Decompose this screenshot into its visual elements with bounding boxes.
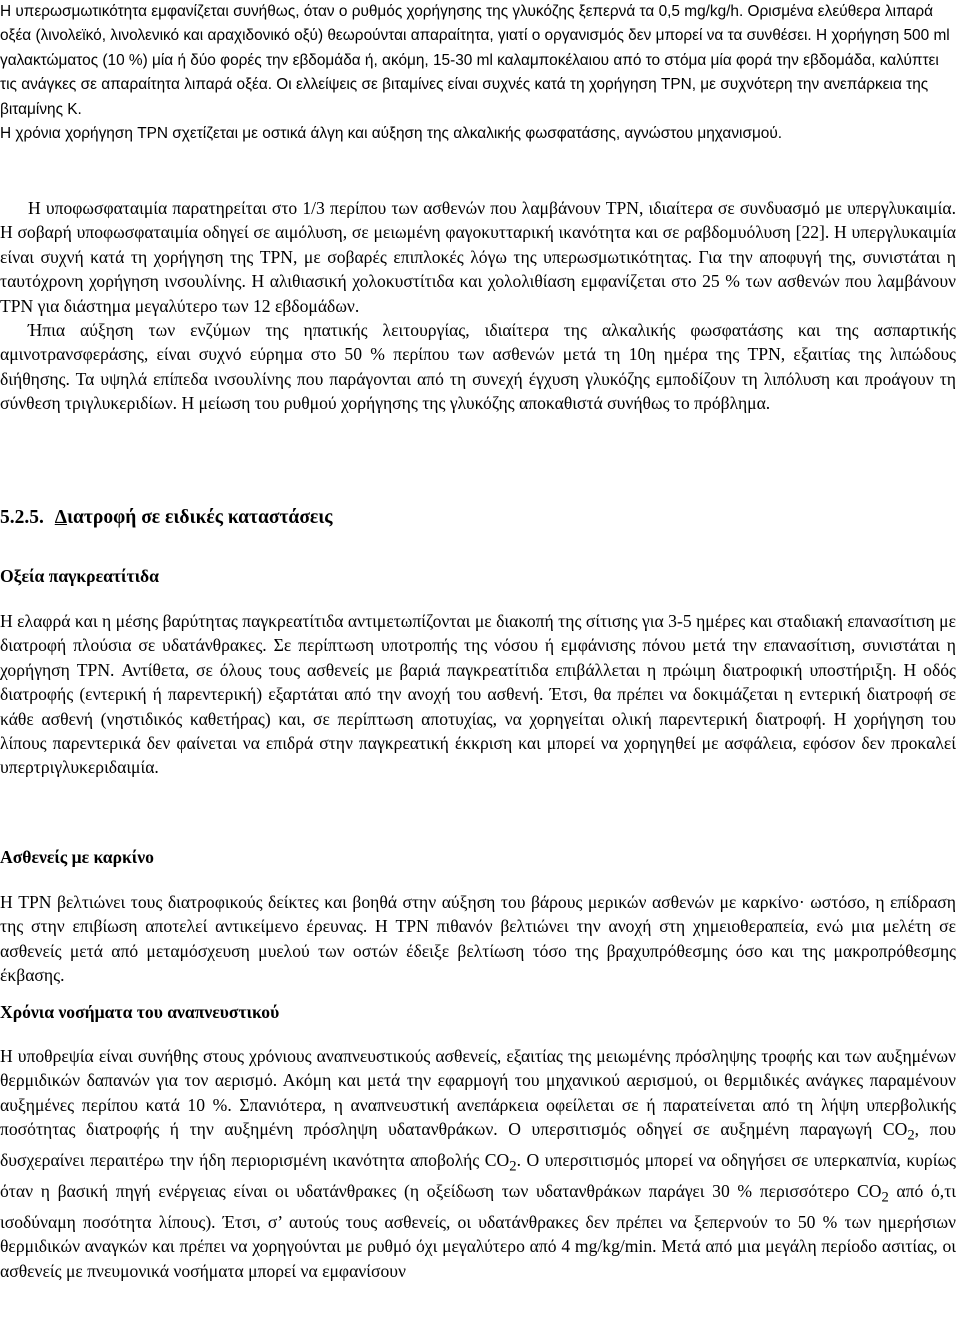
paragraph-respiratory [0, 1044, 956, 1283]
section-title-rest: ιατροφή σε ειδικές καταστάσεις [66, 507, 333, 528]
respiratory-text-part-3: . Ο υπερσιτισμός μπορεί να οδηγήσει σε υπερκαπνία, κυρίως όταν η βασική πηγή ενέργειας είναι οι υδατάνθρακες (η οξείδωση των υδατανθράκων παράγει 30 % περισσότερο CO [0, 1150, 956, 1202]
subsection-heading-respiratory: Χρόνια νοσήματα του αναπνευστικού [0, 1002, 280, 1022]
section-heading [0, 505, 956, 531]
paragraph-hyperosmolarity: Η υπερωσμωτικότητα εμφανίζεται συνήθως, όταν ο ρυθμός χορήγησης της γλυκόζης ξεπερνά τα 0,5 mg/kg/h. Ορισμένα ελεύθερα λιπαρά οξέα (λινολεϊκό, λινολενικό και αραχιδονικό οξύ) θεωρούνται απαραίτητα, γιατί ο οργανισμός δεν μπορεί να τα συνθέσει. Η χορήγηση 500 ml γαλακτώματος (10 %) μία ή δύο φορές την εβδομάδα ή, ακόμη, 15-30 ml καλαμποκέλαιου από το στόμα μία φορά την εβδομάδα, καλύπτει τις ανάγκες σε απαραίτητα λιπαρά οξέα. Οι ελλείψεις σε βιταμίνες είναι συχνές κατά τη χορήγηση TPN, με συχνότερη την ανεπάρκεια της βιταμίνης Κ. [0, 3, 950, 118]
paragraph-cancer: Η TPN βελτιώνει τους διατροφικούς δείκτες και βοηθά στην αύξηση του βάρους μερικών ασθενών με καρκίνο· ωστόσο, η επίδραση της στην επιβίωση αποτελεί αντικείμενο έρευνας. Η TPN πιθανόν βελτιώνει την ανοχή στη χημειοθεραπεία, ενώ μια μελέτη σε ασθενείς μετά από μεταμόσχευση μυελού των οστών έδειξε βελτίωση τόσο της βραχυπρόθεσμης όσο και της μακροπρόθεσμης έκβασης. [0, 892, 956, 986]
subsection-heading-pancreatitis: Οξεία παγκρεατίτιδα [0, 566, 160, 586]
paragraph-pancreatitis: Η ελαφρά και η μέσης βαρύτητας παγκρεατίτιδα αντιμετωπίζονται με διακοπή της σίτισης για 3-5 ημέρες και σταδιακή επανασίτιση με διατροφή πλούσια σε υδατάνθρακες. Σε περίπτωση υποτροπής της νόσου ή εμφάνισης πόνου μετά την επανασίτιση, συνιστάται η χορήγηση TPN. Αντίθετα, σε όλους τους ασθενείς με βαριά παγκρεατίτιδα επιβάλλεται η πρώιμη διατροφική υποστήριξη. Η οδός διατροφής (εντερική ή παρεντερική) εξαρτάται από την ανοχή του ασθενή. Έτσι, θα πρέπει να δοκιμάζεται η εντερική διατροφή σε κάθε ασθενή (νηστιδικός καθετήρας) και, σε περίπτωση αποτυχίας, να χορηγείται ολική παρεντερική διατροφή. Η χορήγηση του λίπους παρεντερικά δεν φαίνεται να επιδρά στην παγκρεατική έκκριση και μπορεί να χορηγηθεί με ασφάλεια, εφόσον δεν προκαλεί υπερτριγλυκεριδαιμία. [0, 611, 956, 778]
co2-subscript: 2 [907, 1127, 915, 1144]
top-block [0, 0, 956, 146]
section-title-first-letter: Δ [54, 507, 67, 528]
subsection-heading-cancer: Ασθενείς με καρκίνο [0, 847, 154, 867]
section-number: 5.2.5. [0, 507, 44, 528]
paragraph-liver-enzymes: Ήπια αύξηση των ενζύμων της ηπατικής λειτουργίας, ιδιαίτερα της αλκαλικής φωσφατάσης και της ασπαρτικής αμινοτρανσφεράσης, είναι συχνό εύρημα στο 50 % περίπου των ασθενών μετά τη 10η ημέρα της TPN, εξαιτίας της λιπώδους διήθησης. Τα υψηλά επίπεδα ινσουλίνης που παράγονται από τη συνεχή έγχυση γλυκόζης εμποδίζουν τη λιπόλυση και προάγουν τη σύνθεση τριγλυκεριδίων. Η μείωση του ρυθμού χορήγησης της γλυκόζης αποκαθιστά συνήθως το πρόβλημα. [0, 320, 956, 414]
respiratory-text-part-2: , που δυσχεραίνει περαιτέρω την ήδη περιορισμένη ικανότητα αποβολής CO [0, 1119, 957, 1171]
section-title [55, 507, 333, 528]
co2-subscript: 2 [881, 1189, 889, 1206]
paragraph-chronic-tpn: Η χρόνια χορήγηση TPN σχετίζεται με οστικά άλγη και αύξηση της αλκαλικής φωσφατάσης, αγνώστου μηχανισμού. [0, 125, 783, 143]
co2-subscript: 2 [509, 1158, 517, 1175]
paragraph-hypophosphatemia: Η υποφωσφαταιμία παρατηρείται στο 1/3 περίπου των ασθενών που λαμβάνουν TPN, ιδιαίτερα σε συνδυασμό με υπεργλυκαιμία. Η σοβαρή υποφωσφαταιμία οδηγεί σε αιμόλυση, σε μειωμένη φαγοκυτταρική ικανότητα και σε ραβδομυόλυση [22]. Η υπεργλυκαιμία είναι συχνή κατά τη χορήγηση της TPN, με σοβαρές επιπλοκές λόγω της υπερωσμωτικότητας. Για την αποφυγή της, συνιστάται η ταυτόχρονη χορήγηση ινσουλίνης. Η αλιθιασική χολοκυστίτιδα και χολολιθίαση εμφανίζεται στο 25 % των ασθενών που λαμβάνουν TPN για διάστημα μεγαλύτερο των 12 εβδομάδων. [0, 198, 956, 316]
serif-block [0, 196, 956, 416]
respiratory-text-part-1: Η υποθρεψία είναι συνήθης στους χρόνιους αναπνευστικούς ασθενείς, εξαιτίας της μειωμένης πρόσληψης τροφής και των αυξημένων θερμιδικών δαπανών για τον αερισμό. Ακόμη και μετά την εφαρμογή του μηχανικού αερισμού, οι θερμιδικές ανάγκες παραμένουν αυξημένες περίπου κατά 10 %. Σπανιότερα, η αναπνευστική ανεπάρκεια οφείλεται σε ή παρατείνεται από τη λήψη υπερβολικής ποσότητας διατροφής ή την αυξημένη πρόσληψη υδατανθράκων. Ο υπερσιτισμός οδηγεί σε αυξημένη παραγωγή CO [0, 1046, 956, 1140]
respiratory-text-part-4: από ό,τι ισοδύναμη ποσότητα λίπους). Έτσι, σ’ αυτούς τους ασθενείς, οι υδατάνθρακες δεν πρέπει να ξεπερνούν το 50 % των ημερήσιων θερμιδικών αναγκών και πρέπει να χορηγούνται με ρυθμό όχι μεγαλύτερο από 4 mg/kg/min. Μετά από μια μεγάλη περίοδο ασιτίας, οι ασθενείς με πνευμονικά νοσήματα μπορεί να εμφανίσουν [0, 1181, 956, 1281]
